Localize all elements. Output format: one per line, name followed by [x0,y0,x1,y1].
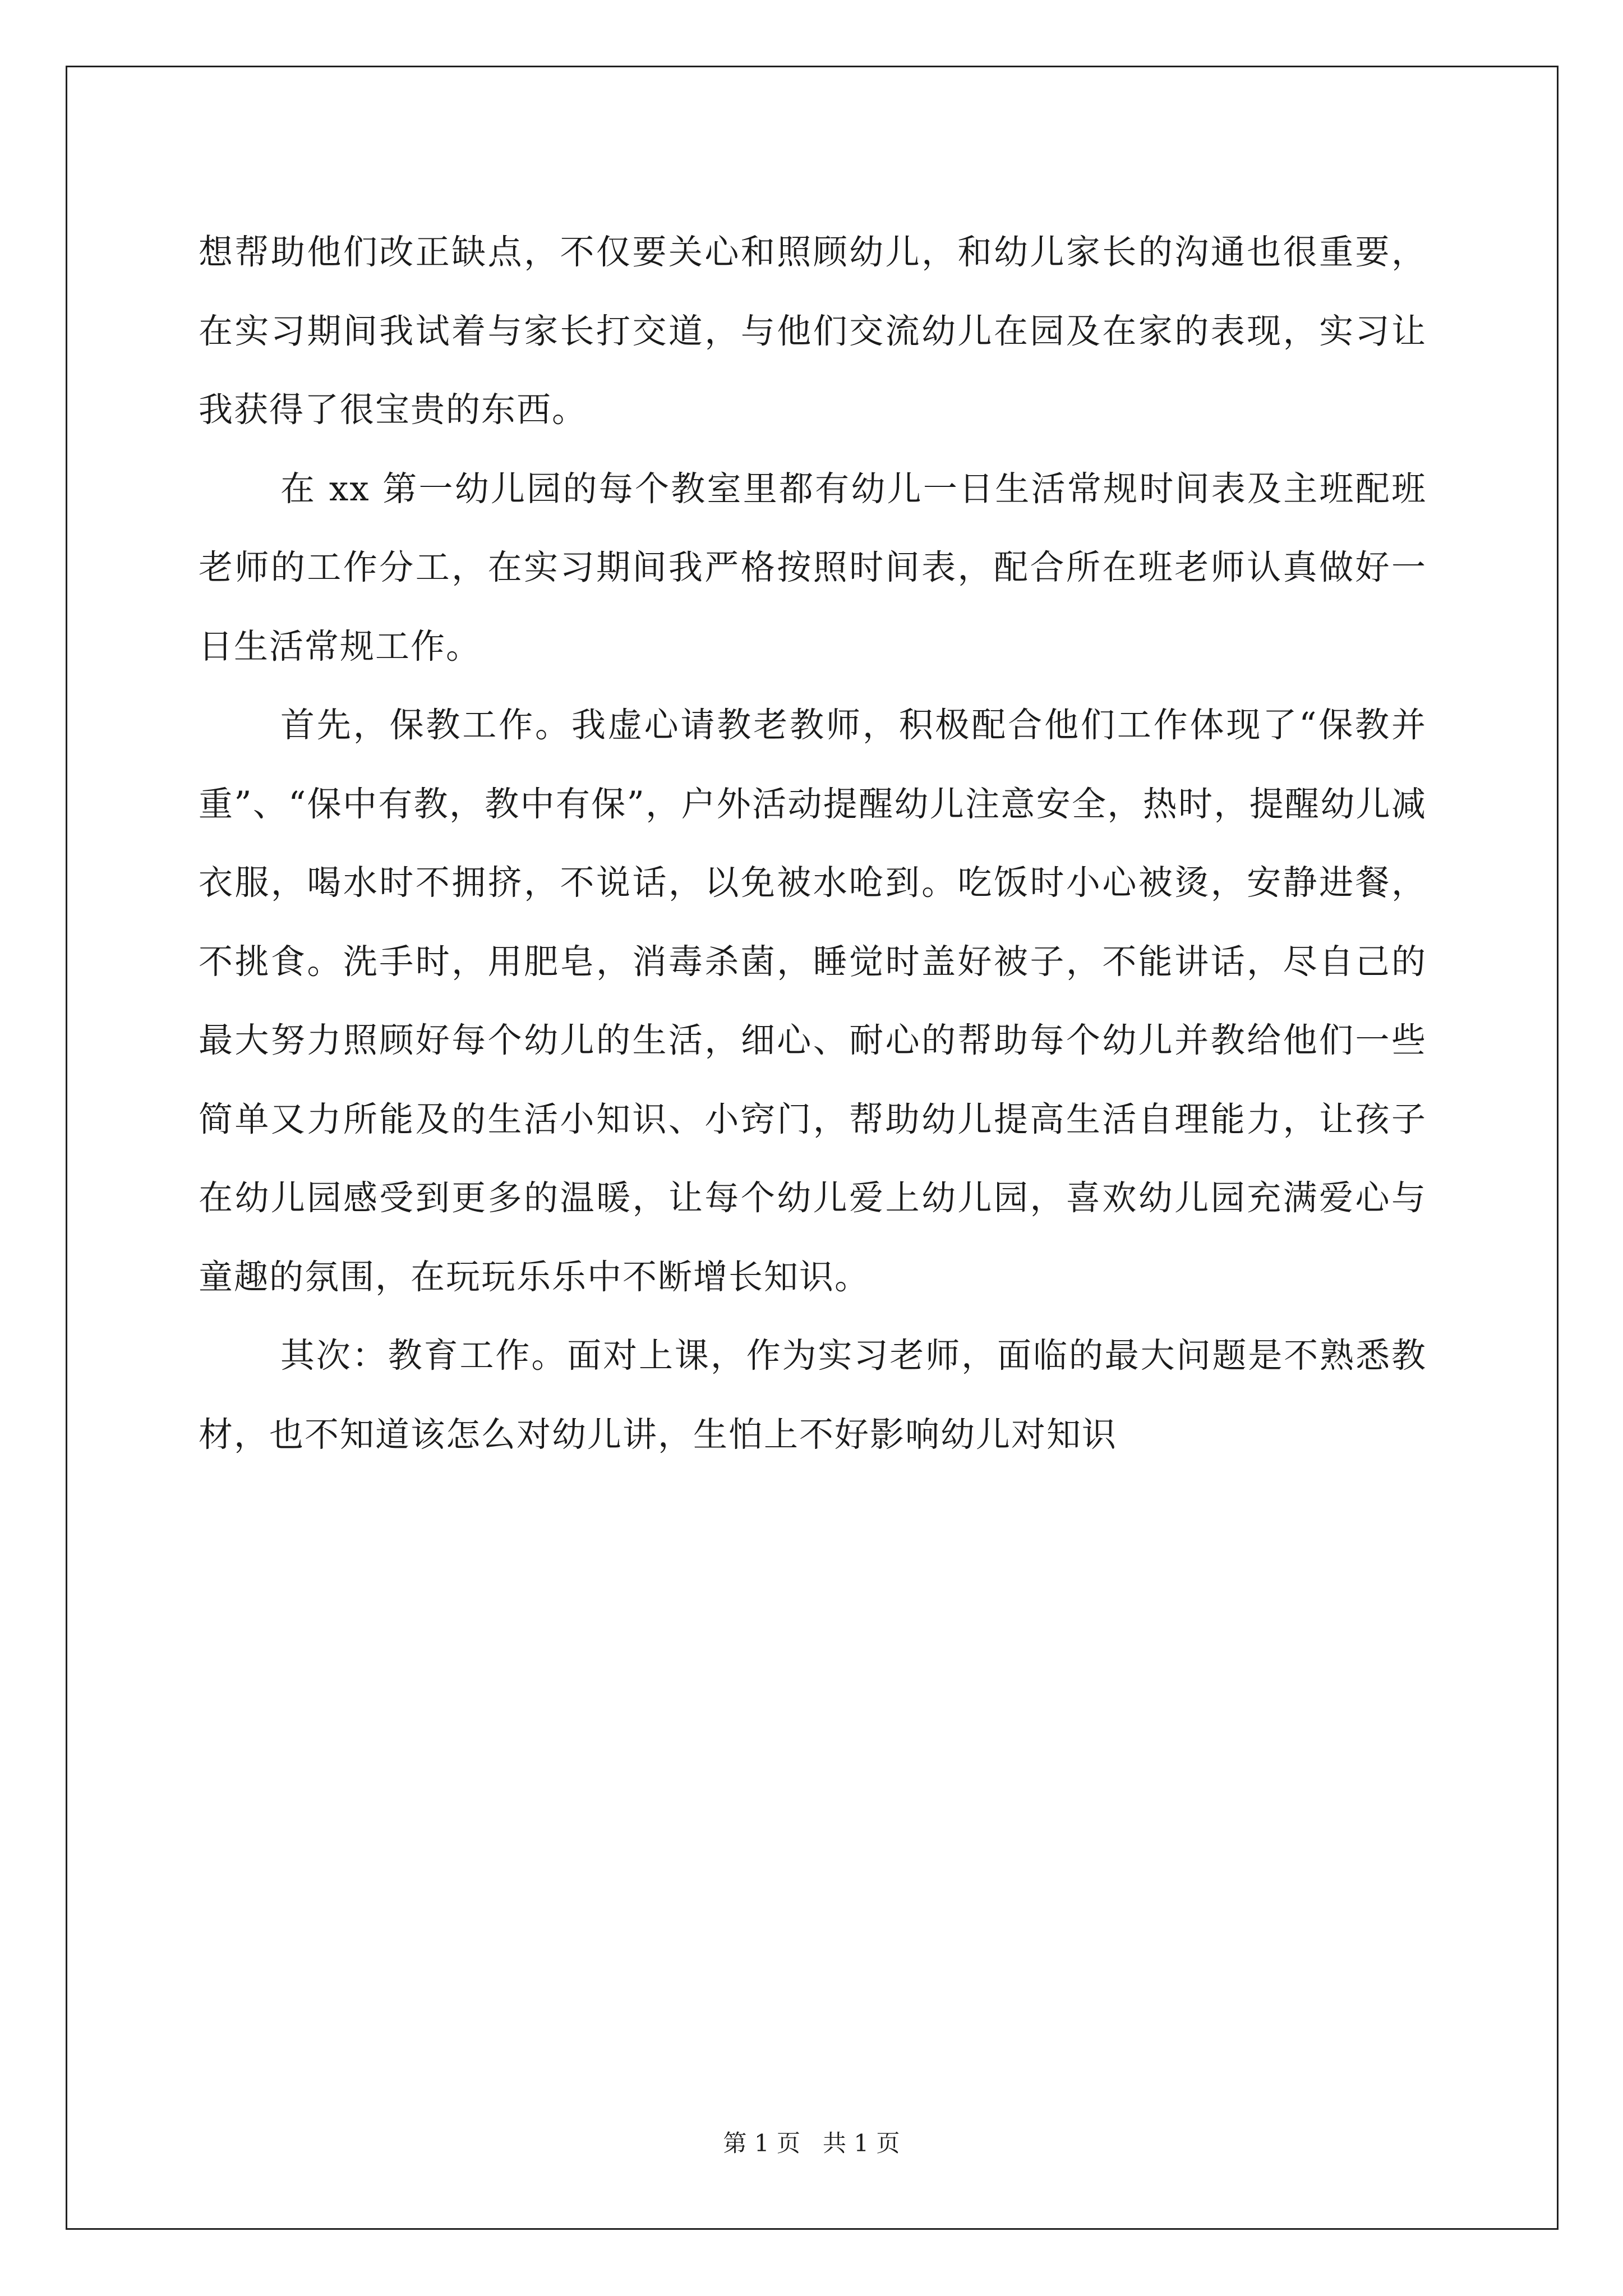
document-body [199,213,1427,1474]
paragraph-1: 想帮助他们改正缺点，不仅要关心和照顾幼儿，和幼儿家长的沟通也很重要，在实习期间我试着与家长打交道，与他们交流幼儿在园及在家的表现，实习让我获得了很宝贵的东西。 [199,232,1427,430]
page-total: 共 1 页 [823,2129,900,2157]
page-number: 第 1 页 [723,2129,800,2157]
paragraph-2: 在 xx 第一幼儿园的每个教室里都有幼儿一日生活常规时间表及主班配班老师的工作分工，在实习期间我严格按照时间表，配合所在班老师认真做好一日生活常规工作。 [199,468,1427,666]
page-footer [0,2125,1623,2159]
paragraph-3: 首先，保教工作。我虚心请教老教师，积极配合他们工作体现了“保教并重”、“保中有教，教中有保”，户外活动提醒幼儿注意安全，热时，提醒幼儿减衣服，喝水时不拥挤，不说话，以免被水呛到。吃饭时小心被烫，安静进餐，不挑食。洗手时，用肥皂，消毒杀菌，睡觉时盖好被子，不能讲话，尽自己的最大努力照顾好每个幼儿的生活，细心、耐心的帮助每个幼儿并教给他们一些简单又力所能及的生活小知识、小窍门，帮助幼儿提高生活自理能力，让孩子在幼儿园感受到更多的温暖，让每个幼儿爱上幼儿园，喜欢幼儿园充满爱心与童趣的氛围，在玩玩乐乐中不断增长知识。 [199,705,1427,1297]
paragraph-4: 其次：教育工作。面对上课，作为实习老师，面临的最大问题是不熟悉教材，也不知道该怎么对幼儿讲，生怕上不好影响幼儿对知识 [199,1336,1427,1455]
